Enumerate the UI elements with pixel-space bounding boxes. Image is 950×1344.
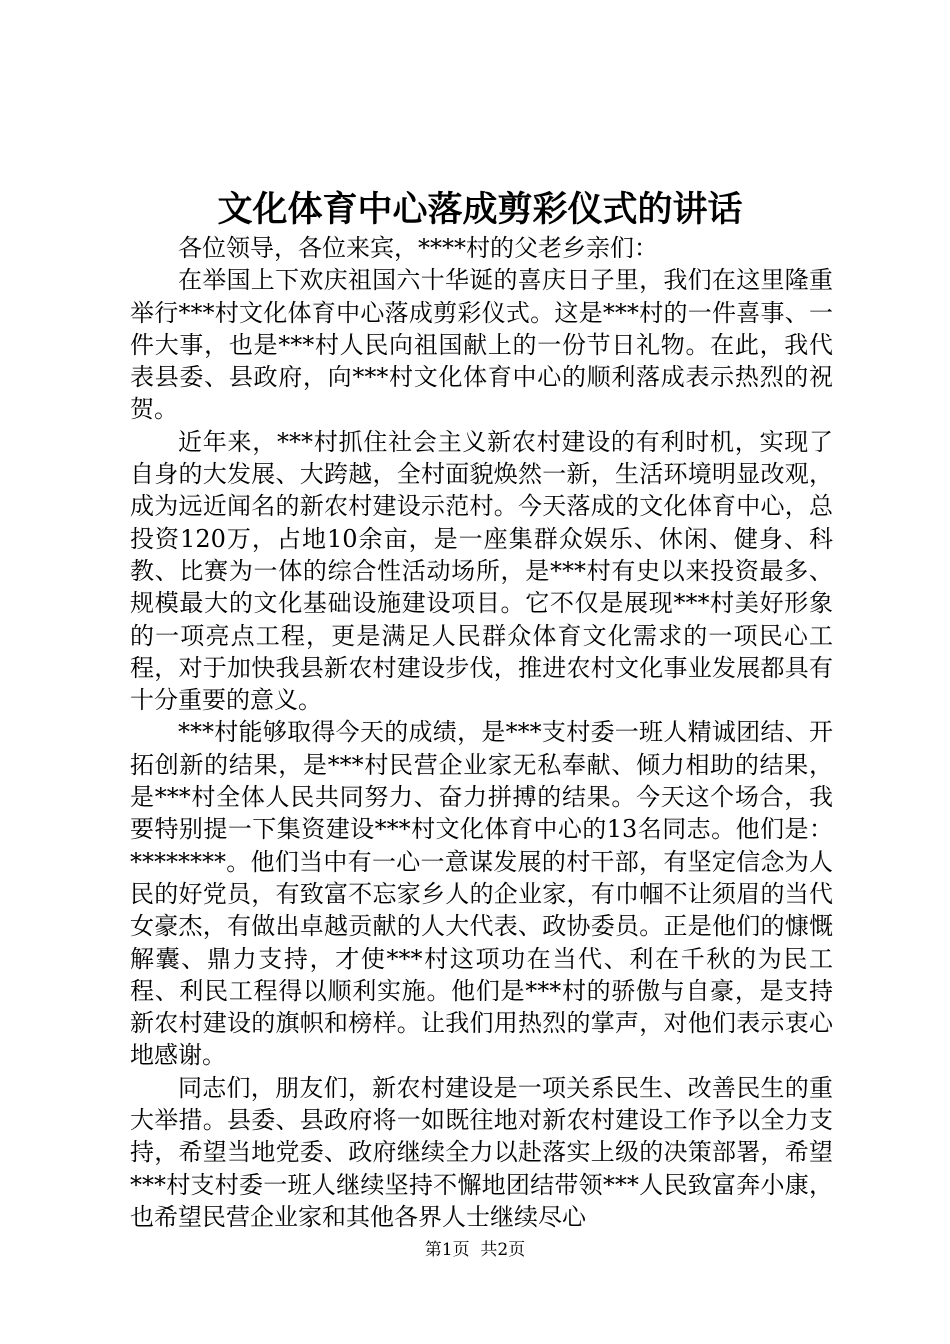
document-title: 文化体育中心落成剪彩仪式的讲话 — [217, 189, 743, 230]
paragraph-4: 同志们，朋友们，新农村建设是一项关系民生、改善民生的重大举措。县委、县政府将一如既往地对新农村建设工作予以全力支持，希望当地党委、政府继续全力以赴落实上级的决策部署，希望***村支村委一班人继续坚持不懈地团结带领***人民致富奔小康，也希望民营企业家和其他各界人士继续尽心 — [130, 1073, 833, 1231]
page-number-label: 第1页 共2页 — [424, 1240, 526, 1260]
paragraph-1: 在举国上下欢庆祖国六十华诞的喜庆日子里，我们在这里隆重举行***村文化体育中心落成剪彩仪式。这是***村的一件喜事、一件大事，也是***村人民向祖国献上的一份节日礼物。在此，我代表县委、县政府，向***村文化体育中心的顺利落成表示热烈的祝贺。 — [130, 266, 833, 424]
salutation: 各位领导，各位来宾，****村的父老乡亲们： — [178, 234, 658, 262]
paragraph-3: ***村能够取得今天的成绩，是***支村委一班人精诚团结、开拓创新的结果，是***村民营企业家无私奉献、倾力相助的结果，是***村全体人民共同努力、奋力拼搏的结果。今天这个场合，我要特别提一下集资建设***村文化体育中心的13名同志。他们是：********。他们当中有一心一意谋发展的村干部，有坚定信念为人民的好党员，有致富不忘家乡人的企业家，有巾帼不让须眉的当代女豪杰，有做出卓越贡献的人大代表、政协委员。正是他们的慷慨解囊、鼎力支持，才使***村这项功在当代、利在千秋的为民工程、利民工程得以顺利实施。他们是***村的骄傲与自豪，是支持新农村建设的旗帜和榜样。让我们用热烈的掌声，对他们表示衷心地感谢。 — [130, 718, 833, 1070]
document-body — [130, 232, 833, 1233]
paragraph-2: 近年来，***村抓住社会主义新农村建设的有利时机，实现了自身的大发展、大跨越，全村面貌焕然一新，生活环境明显改观，成为远近闻名的新农村建设示范村。今天落成的文化体育中心，总投资120万，占地10余亩，是一座集群众娱乐、休闲、健身、科教、比赛为一体的综合性活动场所，是***村有史以来投资最多、规模最大的文化基础设施建设项目。它不仅是展现***村美好形象的一项亮点工程，更是满足人民群众体育文化需求的一项民心工程，对于加快我县新农村建设步伐，推进农村文化事业发展都具有十分重要的意义。 — [130, 427, 833, 715]
page-footer — [0, 1238, 950, 1262]
